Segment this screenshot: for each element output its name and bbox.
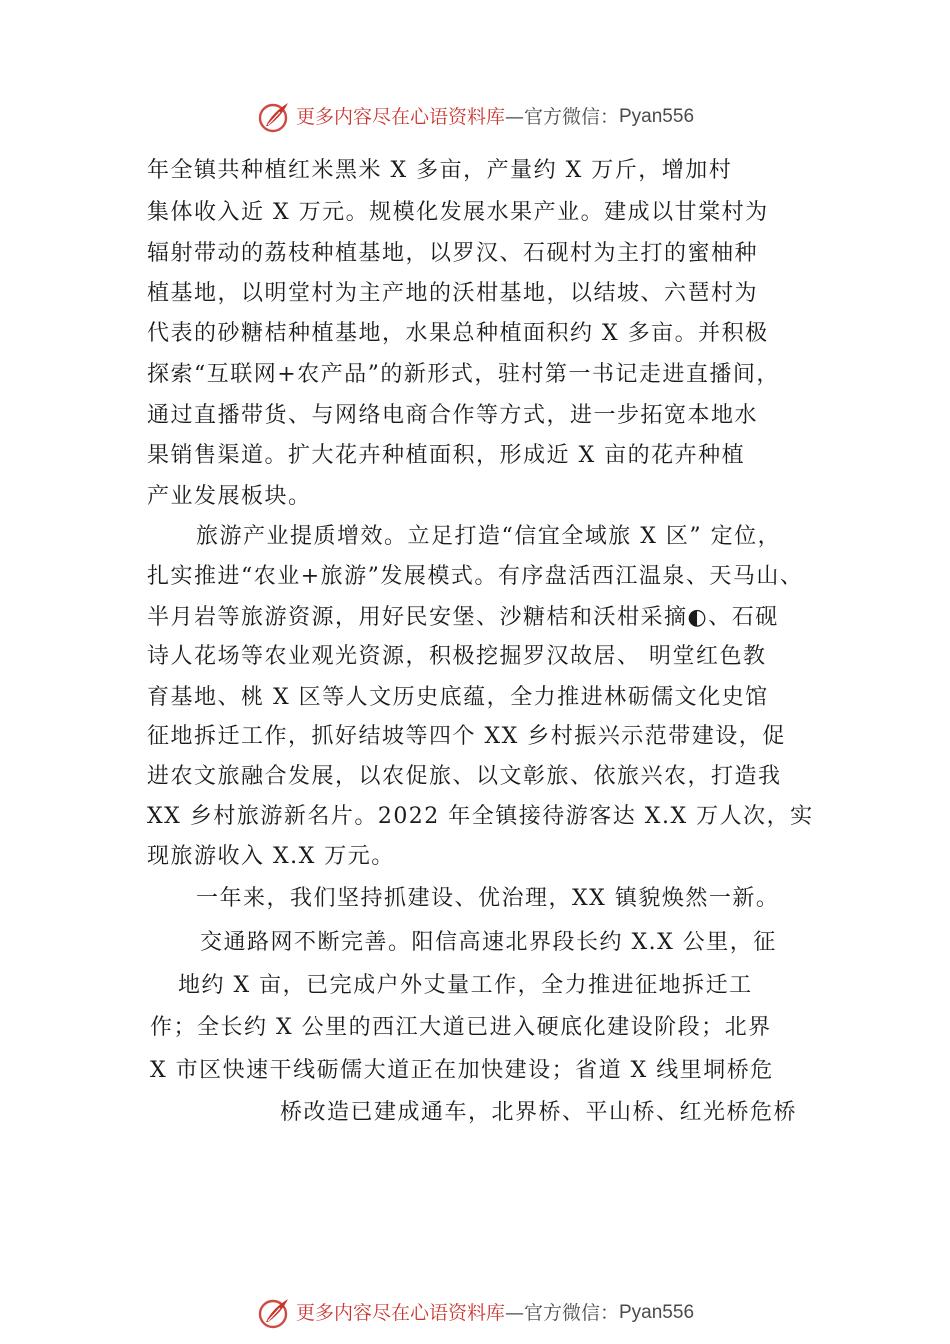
- text-line: 一年来，我们坚持抓建设、优治理，XX 镇貌焕然一新。: [196, 886, 780, 911]
- text-line: 产业发展板块。: [147, 484, 312, 509]
- text-line: 征地拆迁工作，抓好结坡等四个 XX 乡村振兴示范带建设，促: [147, 724, 786, 749]
- banner-separator: —: [504, 1302, 524, 1324]
- text-line: 植基地，以明堂村为主产地的沃柑基地，以结坡、六琶村为: [147, 281, 759, 306]
- text-line: 桥改造已建成通车，北界桥、平山桥、红光桥危桥: [280, 1100, 798, 1125]
- text-line: 诗人花场等农业观光资源，积极挖掘罗汉故居、 明堂红色教: [147, 644, 767, 669]
- text-line: 现旅游收入 X.X 万元。: [147, 844, 395, 869]
- text-line: 代表的砂糖桔种植基地，水果总种植面积约 X 多亩。并积极: [147, 321, 769, 346]
- footer-banner: [0, 1295, 950, 1331]
- banner-separator: —: [504, 106, 524, 128]
- feather-pen-logo-icon: [256, 1295, 292, 1331]
- account-id: Pyan556: [619, 106, 695, 127]
- text-line: 交通路网不断完善。阳信高速北界段长约 X.X 公里，征: [200, 930, 777, 955]
- text-line: 旅游产业提质增效。立足打造“信宜全域旅 X 区” 定位，: [196, 524, 782, 549]
- brand-text: 更多内容尽在心语资料库: [295, 1302, 505, 1324]
- text-line: XX 乡村旅游新名片。2022 年全镇接待游客达 X.X 万人次，实: [147, 804, 814, 829]
- account-label: 官方微信：: [523, 106, 619, 128]
- header-banner: [0, 99, 950, 135]
- text-line: 扎实推进“农业+旅游”发展模式。有序盘活西江温泉、天马山、: [147, 564, 804, 589]
- text-line: 集体收入近 X 万元。规模化发展水果产业。建成以甘棠村为: [147, 200, 769, 225]
- text-line: 作；全长约 X 公里的西江大道已进入硬底化建设阶段；北界: [150, 1015, 772, 1040]
- feather-pen-logo-icon: [256, 99, 292, 135]
- text-line: 育基地、桃 X 区等人文历史底蕴，全力推进林砺儒文化史馆: [147, 685, 769, 710]
- text-line: 通过直播带货、与网络电商合作等方式，进一步拓宽本地水: [147, 403, 759, 428]
- text-line: 探索“互联网+农产品”的新形式，驻村第一书记走进直播间，: [147, 362, 780, 387]
- text-line: 进农文旅融合发展，以农促旅、以文彰旅、依旅兴农，打造我: [147, 764, 782, 789]
- text-line: 辐射带动的荔枝种植基地，以罗汉、石砚村为主打的蜜柚种: [147, 241, 759, 266]
- account-id: Pyan556: [619, 1302, 695, 1323]
- account-label: 官方微信：: [523, 1302, 619, 1324]
- text-line: X 市区快速干线砺儒大道正在加快建设；省道 X 线里垌桥危: [150, 1058, 774, 1083]
- text-line: 半月岩等旅游资源，用好民安堡、沙糖桔和沃柑采摘◐、石砚: [147, 605, 779, 630]
- text-line: 果销售渠道。扩大花卉种植面积，形成近 X 亩的花卉种植: [147, 443, 746, 468]
- text-line: 地约 X 亩，已完成户外丈量工作，全力推进征地拆迁工: [178, 973, 753, 998]
- text-line: 年全镇共种植红米黑米 X 多亩，产量约 X 万斤，增加村: [147, 158, 733, 183]
- brand-text: 更多内容尽在心语资料库: [295, 106, 505, 128]
